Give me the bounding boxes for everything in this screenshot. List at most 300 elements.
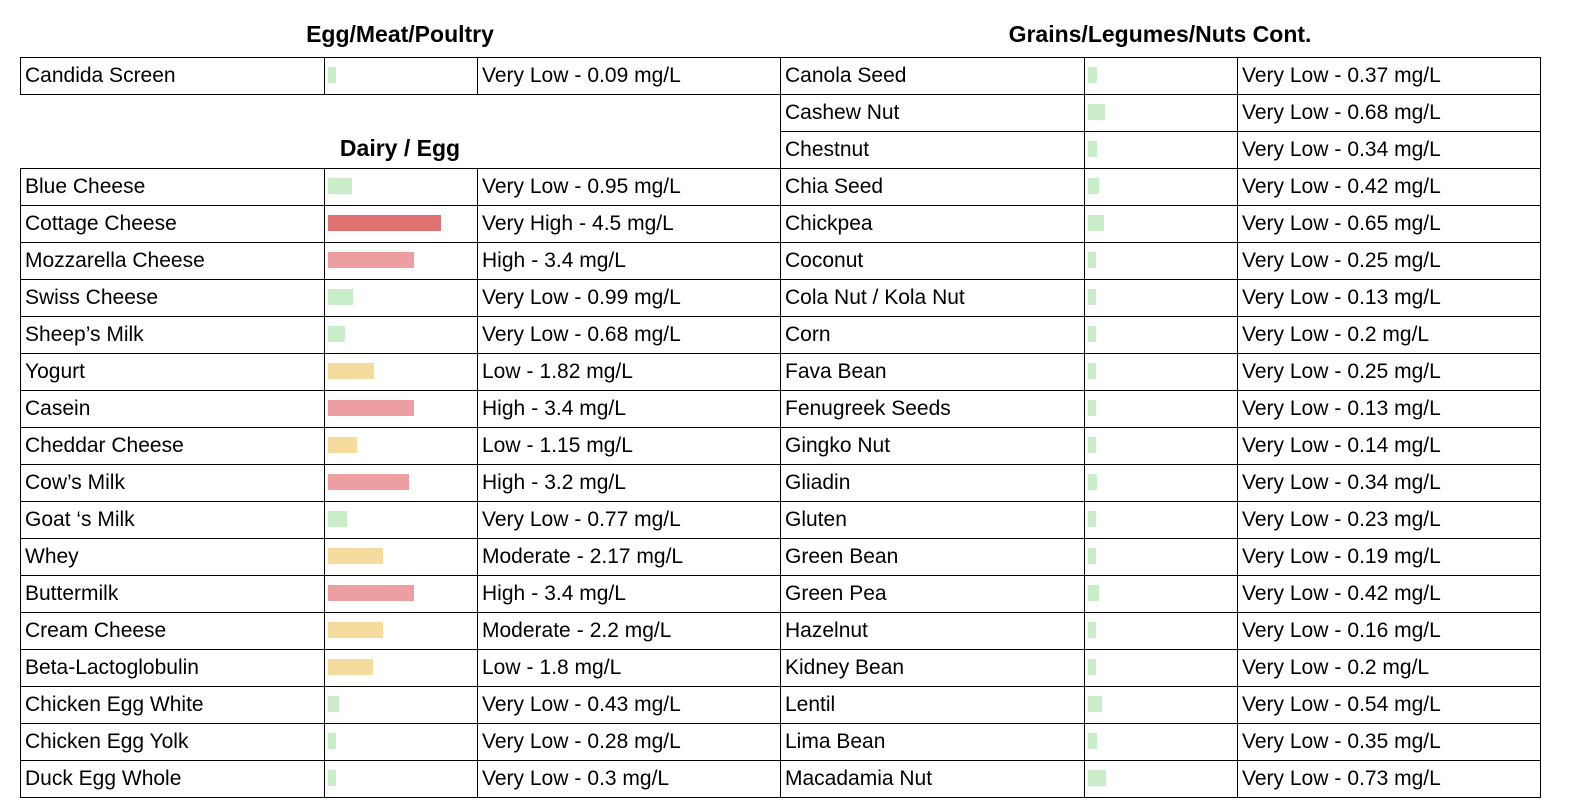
allergen-name: Corn bbox=[781, 317, 1085, 354]
level-bar bbox=[328, 511, 347, 527]
level-bar bbox=[328, 289, 353, 305]
result-level: Very Low bbox=[482, 175, 569, 198]
allergen-name: Chicken Egg Yolk bbox=[21, 724, 325, 761]
result-value: 0.43 mg/L bbox=[587, 693, 681, 716]
table-row bbox=[781, 354, 1541, 391]
result-cell bbox=[478, 613, 781, 650]
allergen-name: Yogurt bbox=[21, 354, 325, 391]
table-row bbox=[21, 280, 781, 317]
result-level: Very Low bbox=[1242, 249, 1329, 272]
result-level: Very Low bbox=[1242, 434, 1329, 457]
level-bar-cell bbox=[1085, 724, 1238, 761]
result-value: 0.42 mg/L bbox=[1347, 175, 1441, 198]
separator-dash: - bbox=[1334, 471, 1342, 494]
table-row bbox=[781, 761, 1541, 798]
table-row bbox=[21, 502, 781, 539]
allergen-name: Lima Bean bbox=[781, 724, 1085, 761]
result-value: 3.4 mg/L bbox=[544, 397, 626, 420]
level-bar bbox=[1088, 178, 1099, 194]
level-bar-cell bbox=[1085, 391, 1238, 428]
result-value: 0.3 mg/L bbox=[587, 767, 670, 790]
allergen-name: Candida Screen bbox=[21, 58, 325, 95]
allergen-name: Hazelnut bbox=[781, 613, 1085, 650]
table-row bbox=[781, 428, 1541, 465]
separator-dash: - bbox=[531, 397, 539, 420]
allergen-name: Chestnut bbox=[781, 132, 1085, 169]
result-level: Very Low bbox=[1242, 619, 1329, 642]
allergen-name: Lentil bbox=[781, 687, 1085, 724]
result-value: 0.37 mg/L bbox=[1347, 64, 1441, 87]
result-value: 0.68 mg/L bbox=[1347, 101, 1441, 124]
level-bar bbox=[328, 770, 336, 786]
result-cell bbox=[1238, 280, 1541, 317]
separator-dash: - bbox=[1334, 286, 1342, 309]
level-bar bbox=[1088, 733, 1097, 749]
table-row bbox=[21, 58, 781, 95]
allergen-name: Buttermilk bbox=[21, 576, 325, 613]
allergen-name: Green Pea bbox=[781, 576, 1085, 613]
allergen-name: Canola Seed bbox=[781, 58, 1085, 95]
level-bar-cell bbox=[1085, 576, 1238, 613]
allergen-name: Cream Cheese bbox=[21, 613, 325, 650]
result-value: 0.2 mg/L bbox=[1347, 656, 1430, 679]
level-bar bbox=[328, 548, 383, 564]
result-level: Very Low bbox=[1242, 767, 1329, 790]
result-cell bbox=[478, 724, 781, 761]
result-value: 0.09 mg/L bbox=[587, 64, 681, 87]
level-bar bbox=[328, 622, 383, 638]
result-cell bbox=[478, 576, 781, 613]
allergen-name: Duck Egg Whole bbox=[21, 761, 325, 798]
result-cell bbox=[1238, 132, 1541, 169]
separator-dash: - bbox=[576, 619, 584, 642]
level-bar-cell bbox=[1085, 58, 1238, 95]
separator-dash: - bbox=[1334, 619, 1342, 642]
level-bar bbox=[328, 696, 339, 712]
separator-dash: - bbox=[1334, 212, 1342, 235]
allergen-name: Sheep’s Milk bbox=[21, 317, 325, 354]
result-level: Very Low bbox=[1242, 508, 1329, 531]
table-row bbox=[781, 687, 1541, 724]
result-cell bbox=[1238, 391, 1541, 428]
result-value: 0.54 mg/L bbox=[1347, 693, 1441, 716]
allergen-name: Macadamia Nut bbox=[781, 761, 1085, 798]
separator-dash: - bbox=[574, 693, 582, 716]
result-cell bbox=[1238, 58, 1541, 95]
result-cell bbox=[478, 391, 781, 428]
level-bar-cell bbox=[325, 613, 478, 650]
level-bar-cell bbox=[1085, 132, 1238, 169]
allergen-name: Green Bean bbox=[781, 539, 1085, 576]
table-row bbox=[781, 539, 1541, 576]
result-level: Very Low bbox=[1242, 693, 1329, 716]
result-value: 0.14 mg/L bbox=[1347, 434, 1441, 457]
table-row bbox=[781, 576, 1541, 613]
separator-dash: - bbox=[526, 656, 534, 679]
level-bar bbox=[1088, 659, 1096, 675]
result-cell bbox=[478, 502, 781, 539]
result-value: 0.68 mg/L bbox=[587, 323, 681, 346]
result-cell bbox=[478, 687, 781, 724]
level-bar bbox=[328, 733, 336, 749]
level-bar-cell bbox=[325, 687, 478, 724]
level-bar bbox=[328, 252, 414, 268]
level-bar bbox=[1088, 474, 1097, 490]
level-bar bbox=[1088, 104, 1105, 120]
result-cell bbox=[478, 280, 781, 317]
level-bar-cell bbox=[325, 428, 478, 465]
result-cell bbox=[478, 317, 781, 354]
result-level: Very Low bbox=[1242, 360, 1329, 383]
result-level: High bbox=[482, 471, 526, 494]
result-value: 1.8 mg/L bbox=[539, 656, 622, 679]
allergen-name: Gliadin bbox=[781, 465, 1085, 502]
level-bar-cell bbox=[1085, 280, 1238, 317]
separator-dash: - bbox=[574, 175, 582, 198]
separator-dash: - bbox=[1334, 434, 1342, 457]
result-level: Very Low bbox=[1242, 138, 1329, 161]
separator-dash: - bbox=[1334, 397, 1342, 420]
table-row bbox=[21, 354, 781, 391]
level-bar bbox=[1088, 363, 1096, 379]
level-bar-cell bbox=[325, 58, 478, 95]
result-level: Very Low bbox=[1242, 397, 1329, 420]
result-cell bbox=[1238, 95, 1541, 132]
level-bar-cell bbox=[325, 465, 478, 502]
result-cell bbox=[1238, 243, 1541, 280]
separator-dash: - bbox=[574, 730, 582, 753]
result-level: Very Low bbox=[482, 64, 569, 87]
result-value: 0.13 mg/L bbox=[1347, 286, 1441, 309]
separator-dash: - bbox=[526, 434, 534, 457]
allergen-name: Chickpea bbox=[781, 206, 1085, 243]
result-level: Very Low bbox=[482, 767, 569, 790]
result-cell bbox=[1238, 502, 1541, 539]
allergen-name: Cheddar Cheese bbox=[21, 428, 325, 465]
level-bar bbox=[328, 178, 352, 194]
left-section-title-egg-meat-poultry: Egg/Meat/Poultry bbox=[306, 21, 494, 47]
table-row bbox=[21, 761, 781, 798]
separator-dash: - bbox=[1334, 730, 1342, 753]
level-bar-cell bbox=[325, 539, 478, 576]
level-bar bbox=[328, 585, 414, 601]
result-cell bbox=[1238, 650, 1541, 687]
table-row bbox=[21, 428, 781, 465]
table-row bbox=[21, 169, 781, 206]
result-value: 3.2 mg/L bbox=[544, 471, 626, 494]
separator-dash: - bbox=[574, 508, 582, 531]
separator-dash: - bbox=[1334, 64, 1342, 87]
result-value: 2.17 mg/L bbox=[589, 545, 684, 568]
result-value: 4.5 mg/L bbox=[592, 212, 674, 235]
result-value: 0.42 mg/L bbox=[1347, 582, 1441, 605]
separator-dash: - bbox=[1334, 249, 1342, 272]
allergen-name: Mozzarella Cheese bbox=[21, 243, 325, 280]
level-bar-cell bbox=[1085, 502, 1238, 539]
level-bar-cell bbox=[325, 317, 478, 354]
result-value: 1.82 mg/L bbox=[539, 360, 633, 383]
level-bar-cell bbox=[325, 169, 478, 206]
table-row bbox=[21, 613, 781, 650]
allergen-name: Whey bbox=[21, 539, 325, 576]
result-cell bbox=[1238, 206, 1541, 243]
result-cell bbox=[478, 650, 781, 687]
level-bar bbox=[328, 215, 441, 231]
result-level: High bbox=[482, 397, 526, 420]
left-section-title-dairy-egg: Dairy / Egg bbox=[339, 135, 461, 161]
result-level: Very Low bbox=[482, 730, 569, 753]
separator-dash: - bbox=[1334, 767, 1342, 790]
table-row bbox=[781, 613, 1541, 650]
result-cell bbox=[478, 465, 781, 502]
result-value: 0.34 mg/L bbox=[1347, 471, 1441, 494]
result-cell bbox=[478, 354, 781, 391]
table-row bbox=[781, 95, 1541, 132]
table-row bbox=[21, 391, 781, 428]
separator-dash: - bbox=[1334, 693, 1342, 716]
table-row bbox=[21, 317, 781, 354]
table-row bbox=[781, 317, 1541, 354]
level-bar-cell bbox=[325, 724, 478, 761]
result-value: 0.28 mg/L bbox=[587, 730, 681, 753]
level-bar bbox=[328, 326, 345, 342]
result-cell bbox=[1238, 613, 1541, 650]
result-value: 2.2 mg/L bbox=[589, 619, 672, 642]
level-bar-cell bbox=[1085, 613, 1238, 650]
result-value: 0.13 mg/L bbox=[1347, 397, 1441, 420]
result-level: Very Low bbox=[1242, 582, 1329, 605]
separator-dash: - bbox=[531, 249, 539, 272]
table-row bbox=[21, 687, 781, 724]
level-bar-cell bbox=[1085, 317, 1238, 354]
table-row bbox=[781, 465, 1541, 502]
allergen-name: Gingko Nut bbox=[781, 428, 1085, 465]
table-row bbox=[21, 724, 781, 761]
allergen-name: Casein bbox=[21, 391, 325, 428]
level-bar-cell bbox=[1085, 243, 1238, 280]
result-value: 0.99 mg/L bbox=[587, 286, 681, 309]
level-bar-cell bbox=[325, 391, 478, 428]
table-row bbox=[781, 502, 1541, 539]
result-level: Very Low bbox=[1242, 656, 1329, 679]
result-level: Very Low bbox=[1242, 471, 1329, 494]
result-value: 1.15 mg/L bbox=[539, 434, 633, 457]
separator-dash: - bbox=[1334, 545, 1342, 568]
level-bar bbox=[1088, 585, 1099, 601]
level-bar bbox=[1088, 326, 1096, 342]
allergen-name: Fava Bean bbox=[781, 354, 1085, 391]
level-bar bbox=[1088, 437, 1096, 453]
result-level: Very Low bbox=[482, 323, 569, 346]
result-level: Low bbox=[482, 434, 521, 457]
result-value: 0.35 mg/L bbox=[1347, 730, 1441, 753]
result-level: Moderate bbox=[482, 619, 571, 642]
level-bar bbox=[1088, 622, 1096, 638]
result-level: Very Low bbox=[1242, 175, 1329, 198]
allergen-name: Coconut bbox=[781, 243, 1085, 280]
result-cell bbox=[478, 243, 781, 280]
table-row bbox=[781, 650, 1541, 687]
result-value: 0.95 mg/L bbox=[587, 175, 681, 198]
level-bar bbox=[328, 400, 414, 416]
result-level: Very Low bbox=[1242, 212, 1329, 235]
level-bar-cell bbox=[325, 206, 478, 243]
allergen-name: Chia Seed bbox=[781, 169, 1085, 206]
table-row bbox=[21, 539, 781, 576]
result-cell bbox=[1238, 465, 1541, 502]
result-level: Very Low bbox=[482, 286, 569, 309]
table-row bbox=[781, 724, 1541, 761]
separator-dash: - bbox=[1334, 508, 1342, 531]
result-cell bbox=[478, 169, 781, 206]
level-bar bbox=[1088, 400, 1096, 416]
table-row bbox=[21, 576, 781, 613]
result-level: Very Low bbox=[1242, 545, 1329, 568]
level-bar-cell bbox=[1085, 428, 1238, 465]
table-row bbox=[781, 243, 1541, 280]
separator-dash: - bbox=[1334, 323, 1342, 346]
level-bar-cell bbox=[1085, 354, 1238, 391]
result-level: Low bbox=[482, 656, 521, 679]
allergen-name: Cola Nut / Kola Nut bbox=[781, 280, 1085, 317]
result-level: High bbox=[482, 249, 526, 272]
allergen-name: Beta-Lactoglobulin bbox=[21, 650, 325, 687]
result-cell bbox=[1238, 354, 1541, 391]
level-bar bbox=[1088, 770, 1106, 786]
result-cell bbox=[478, 761, 781, 798]
level-bar-cell bbox=[325, 354, 478, 391]
separator-dash: - bbox=[1334, 360, 1342, 383]
allergen-name: Fenugreek Seeds bbox=[781, 391, 1085, 428]
level-bar bbox=[1088, 252, 1096, 268]
table-row bbox=[781, 132, 1541, 169]
result-level: Very Low bbox=[1242, 101, 1329, 124]
level-bar bbox=[328, 363, 374, 379]
dairy-egg-table bbox=[20, 168, 781, 798]
allergen-name: Swiss Cheese bbox=[21, 280, 325, 317]
level-bar bbox=[328, 659, 373, 675]
result-cell bbox=[1238, 428, 1541, 465]
table-row bbox=[781, 391, 1541, 428]
result-level: High bbox=[482, 582, 526, 605]
result-cell bbox=[1238, 724, 1541, 761]
separator-dash: - bbox=[1334, 138, 1342, 161]
result-cell bbox=[1238, 539, 1541, 576]
table-row bbox=[21, 206, 781, 243]
allergen-name: Gluten bbox=[781, 502, 1085, 539]
table-row bbox=[21, 650, 781, 687]
level-bar-cell bbox=[1085, 169, 1238, 206]
allergen-name: Cow’s Milk bbox=[21, 465, 325, 502]
result-value: 0.19 mg/L bbox=[1347, 545, 1441, 568]
result-level: Very Low bbox=[1242, 286, 1329, 309]
level-bar-cell bbox=[325, 761, 478, 798]
result-cell bbox=[478, 58, 781, 95]
result-level: Very Low bbox=[482, 508, 569, 531]
level-bar-cell bbox=[1085, 539, 1238, 576]
allergen-name: Chicken Egg White bbox=[21, 687, 325, 724]
level-bar-cell bbox=[325, 243, 478, 280]
separator-dash: - bbox=[531, 582, 539, 605]
level-bar-cell bbox=[325, 650, 478, 687]
table-row bbox=[781, 280, 1541, 317]
table-row bbox=[21, 465, 781, 502]
level-bar bbox=[328, 437, 357, 453]
level-bar bbox=[1088, 511, 1096, 527]
level-bar-cell bbox=[1085, 206, 1238, 243]
level-bar-cell bbox=[1085, 761, 1238, 798]
level-bar-cell bbox=[1085, 95, 1238, 132]
allergen-name: Blue Cheese bbox=[21, 169, 325, 206]
result-cell bbox=[1238, 576, 1541, 613]
level-bar-cell bbox=[325, 280, 478, 317]
result-value: 0.23 mg/L bbox=[1347, 508, 1441, 531]
grains-legumes-nuts-table bbox=[780, 57, 1541, 798]
result-value: 3.4 mg/L bbox=[544, 582, 626, 605]
result-level: Very Low bbox=[1242, 64, 1329, 87]
allergen-name: Goat ‘s Milk bbox=[21, 502, 325, 539]
result-value: 0.16 mg/L bbox=[1347, 619, 1441, 642]
level-bar bbox=[328, 67, 336, 83]
result-value: 0.65 mg/L bbox=[1347, 212, 1441, 235]
result-cell bbox=[1238, 317, 1541, 354]
level-bar bbox=[1088, 548, 1096, 564]
result-value: 3.4 mg/L bbox=[544, 249, 626, 272]
level-bar bbox=[1088, 141, 1097, 157]
result-value: 0.77 mg/L bbox=[587, 508, 681, 531]
result-value: 0.25 mg/L bbox=[1347, 249, 1441, 272]
allergen-name: Cottage Cheese bbox=[21, 206, 325, 243]
table-row bbox=[21, 243, 781, 280]
table-row bbox=[781, 169, 1541, 206]
separator-dash: - bbox=[1334, 101, 1342, 124]
result-level: Low bbox=[482, 360, 521, 383]
separator-dash: - bbox=[574, 286, 582, 309]
result-level: Very High bbox=[482, 212, 574, 235]
separator-dash: - bbox=[1334, 582, 1342, 605]
result-level: Moderate bbox=[482, 545, 571, 568]
egg-meat-poultry-table bbox=[20, 57, 781, 95]
level-bar-cell bbox=[325, 576, 478, 613]
result-cell bbox=[1238, 169, 1541, 206]
result-cell bbox=[1238, 761, 1541, 798]
level-bar bbox=[1088, 67, 1097, 83]
result-cell bbox=[478, 428, 781, 465]
level-bar bbox=[1088, 289, 1096, 305]
allergen-name: Kidney Bean bbox=[781, 650, 1085, 687]
table-row bbox=[781, 206, 1541, 243]
result-level: Very Low bbox=[1242, 730, 1329, 753]
separator-dash: - bbox=[576, 545, 584, 568]
result-value: 0.25 mg/L bbox=[1347, 360, 1441, 383]
table-row bbox=[781, 58, 1541, 95]
level-bar-cell bbox=[1085, 465, 1238, 502]
result-cell bbox=[1238, 687, 1541, 724]
result-cell bbox=[478, 206, 781, 243]
result-level: Very Low bbox=[1242, 323, 1329, 346]
separator-dash: - bbox=[574, 64, 582, 87]
result-cell bbox=[478, 539, 781, 576]
level-bar-cell bbox=[1085, 650, 1238, 687]
level-bar-cell bbox=[325, 502, 478, 539]
separator-dash: - bbox=[574, 323, 582, 346]
separator-dash: - bbox=[574, 767, 582, 790]
result-level: Very Low bbox=[482, 693, 569, 716]
result-value: 0.73 mg/L bbox=[1347, 767, 1441, 790]
separator-dash: - bbox=[531, 471, 539, 494]
separator-dash: - bbox=[1334, 656, 1342, 679]
level-bar bbox=[1088, 215, 1104, 231]
